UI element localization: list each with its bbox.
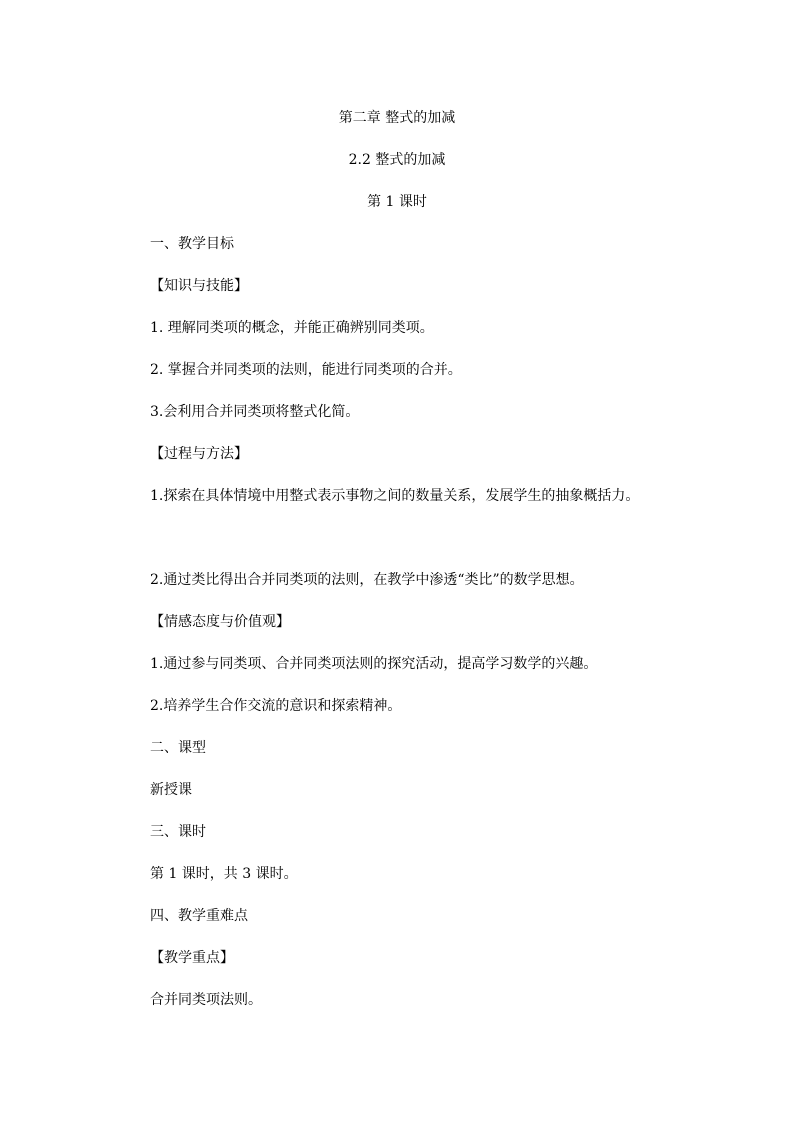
section-heading-lesson-type: 二、课型 [150, 740, 206, 756]
subheading-key-point: 【教学重点】 [150, 950, 234, 966]
subheading-knowledge: 【知识与技能】 [150, 278, 248, 294]
subheading-emotion: 【情感态度与价值观】 [150, 614, 290, 630]
key-point-content: 合并同类项法则。 [150, 992, 262, 1008]
section-heading-key-points: 四、教学重难点 [150, 908, 248, 924]
subheading-process: 【过程与方法】 [150, 446, 248, 462]
knowledge-item: 3.会利用合并同类项将整式化简。 [150, 404, 360, 420]
section-heading-objectives: 一、教学目标 [150, 236, 234, 252]
process-item: 2.通过类比得出合并同类项的法则，在教学中渗透“类比”的数学思想。 [150, 572, 584, 588]
chapter-title: 第二章 整式的加减 [338, 110, 456, 126]
section-title: 2.2 整式的加减 [348, 152, 446, 168]
section-heading-periods: 三、课时 [150, 824, 206, 840]
lesson-title: 第 1 课时 [367, 194, 427, 210]
periods-content: 第 1 课时，共 3 课时。 [150, 866, 298, 882]
emotion-item: 2.培养学生合作交流的意识和探索精神。 [150, 698, 402, 714]
knowledge-item: 2. 掌握合并同类项的法则，能进行同类项的合并。 [150, 362, 462, 378]
knowledge-item: 1. 理解同类项的概念，并能正确辨别同类项。 [150, 320, 434, 336]
process-item: 1.探索在具体情境中用整式表示事物之间的数量关系，发展学生的抽象概括力。 [150, 488, 640, 504]
lesson-type-content: 新授课 [150, 782, 192, 798]
emotion-item: 1.通过参与同类项、合并同类项法则的探究活动，提高学习数学的兴趣。 [150, 656, 598, 672]
